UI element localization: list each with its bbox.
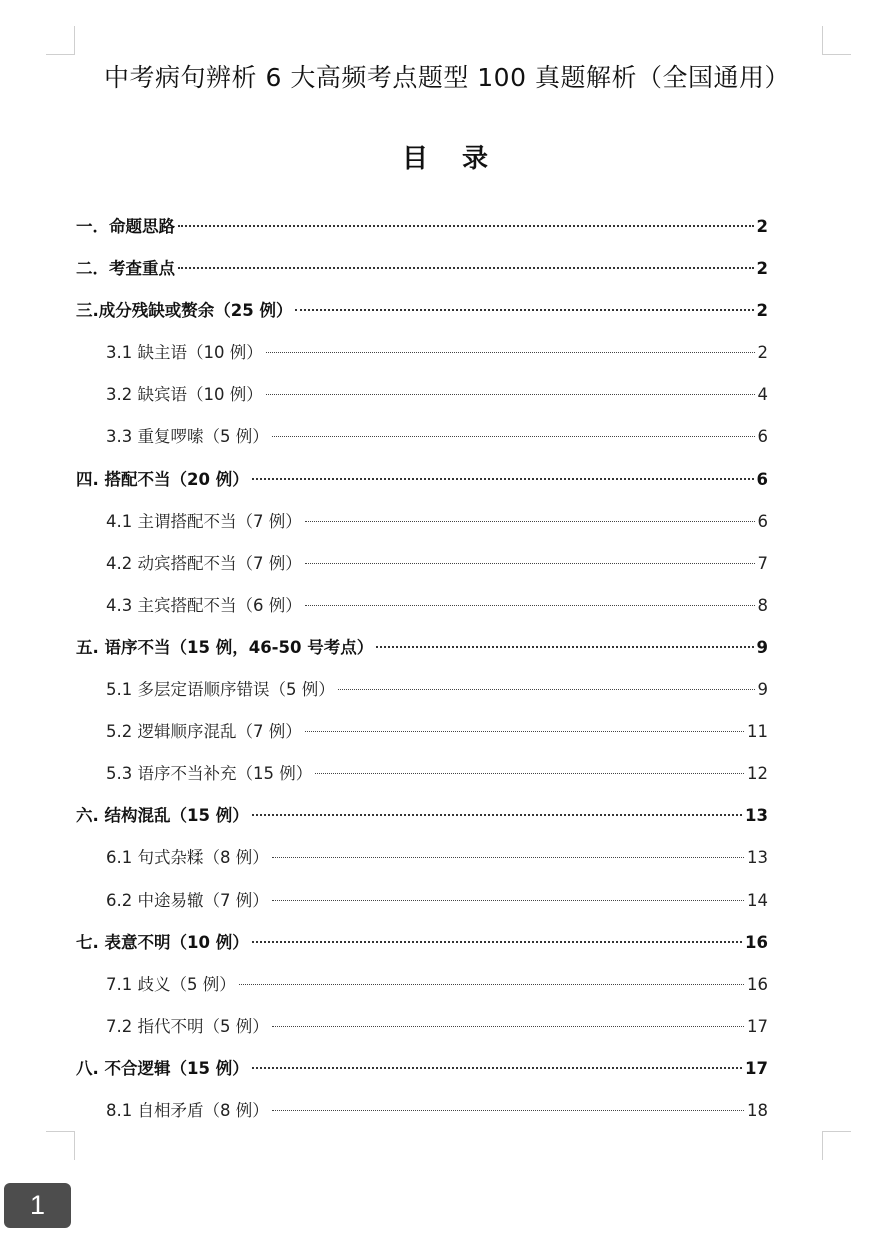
- toc-entry-page: 4: [757, 385, 768, 405]
- toc-entry-page: 2: [756, 217, 768, 236]
- toc-entry-page: 2: [756, 259, 768, 279]
- toc-chapter-entry[interactable]: [76, 1048, 768, 1090]
- toc-entry-page: 6: [757, 511, 768, 531]
- toc-dot-leader: [315, 773, 744, 774]
- toc-dot-leader: [305, 605, 755, 606]
- toc-entry-page: 11: [747, 722, 768, 742]
- toc-entry-label: 七. 表意不明（10 例）: [76, 932, 249, 952]
- toc-chapter-entry[interactable]: [76, 290, 768, 332]
- toc-entry-page: 7: [757, 553, 768, 573]
- toc-entry-label: 四. 搭配不当（20 例）: [76, 469, 249, 489]
- toc-dot-leader: [272, 857, 744, 858]
- toc-entry-label: 3.2 缺宾语（10 例）: [106, 385, 263, 405]
- toc-heading: 目 录: [401, 144, 492, 174]
- toc-entry-label: 7.2 指代不明（5 例）: [106, 1016, 269, 1036]
- toc-dot-leader: [272, 900, 744, 901]
- toc-entry-label: 八. 不合逻辑（15 例）: [76, 1058, 249, 1078]
- toc-dot-leader: [305, 521, 755, 522]
- toc-dot-leader: [272, 436, 755, 437]
- toc-section-entry[interactable]: [76, 711, 768, 753]
- toc-entry-page: 8: [757, 595, 768, 615]
- toc-section-entry[interactable]: [76, 332, 768, 374]
- toc-entry-page: 16: [745, 932, 768, 952]
- toc-entry-page: 13: [747, 848, 768, 868]
- toc-dot-leader: [239, 984, 744, 985]
- toc-dot-leader: [252, 478, 754, 480]
- toc-chapter-entry[interactable]: [76, 206, 768, 248]
- toc-entry-page: 16: [747, 974, 768, 994]
- toc-entry-label: 4.1 主谓搭配不当（7 例）: [106, 511, 302, 531]
- toc-section-entry[interactable]: [76, 753, 768, 795]
- toc-entry-label: 3.3 重复啰嗦（5 例）: [106, 427, 269, 447]
- crop-mark-top-left: [46, 26, 75, 55]
- table-of-contents: [76, 206, 768, 1132]
- toc-entry-label: 6.2 中途易辙（7 例）: [106, 890, 269, 910]
- toc-chapter-entry[interactable]: [76, 922, 768, 964]
- toc-dot-leader: [178, 267, 754, 269]
- toc-entry-page: 17: [747, 1016, 768, 1036]
- toc-dot-leader: [272, 1110, 744, 1111]
- toc-dot-leader: [272, 1026, 744, 1027]
- toc-entry-label: 二．考查重点: [76, 259, 175, 279]
- toc-section-entry[interactable]: [76, 837, 768, 879]
- toc-dot-leader: [252, 1067, 742, 1069]
- toc-section-entry[interactable]: [76, 501, 768, 543]
- toc-entry-label: 5.2 逻辑顺序混乱（7 例）: [106, 722, 302, 742]
- toc-dot-leader: [376, 646, 753, 648]
- toc-dot-leader: [252, 941, 742, 943]
- toc-entry-label: 一．命题思路: [76, 217, 175, 236]
- toc-section-entry[interactable]: [76, 416, 768, 458]
- toc-dot-leader: [305, 731, 744, 732]
- document-title: 中考病句辨析 6 大高频考点题型 100 真题解析（全国通用）: [104, 63, 790, 92]
- toc-entry-page: 9: [756, 637, 768, 657]
- page-number-badge[interactable]: 1: [4, 1183, 71, 1228]
- toc-entry-label: 8.1 自相矛盾（8 例）: [106, 1100, 269, 1120]
- crop-mark-bottom-right: [822, 1131, 851, 1160]
- toc-section-entry[interactable]: [76, 964, 768, 1006]
- toc-entry-page: 6: [757, 427, 768, 447]
- toc-entry-page: 18: [747, 1100, 768, 1120]
- toc-chapter-entry[interactable]: [76, 627, 768, 669]
- toc-dot-leader: [305, 563, 755, 564]
- toc-dot-leader: [266, 394, 755, 395]
- toc-entry-label: 4.2 动宾搭配不当（7 例）: [106, 553, 302, 573]
- toc-entry-page: 12: [747, 764, 768, 784]
- toc-section-entry[interactable]: [76, 880, 768, 922]
- toc-section-entry[interactable]: [76, 1090, 768, 1132]
- toc-section-entry[interactable]: [76, 669, 768, 711]
- toc-entry-page: 2: [756, 301, 768, 321]
- toc-entry-page: 17: [745, 1058, 768, 1078]
- toc-entry-page: 9: [757, 680, 768, 700]
- toc-entry-label: 4.3 主宾搭配不当（6 例）: [106, 595, 302, 615]
- toc-entry-page: 2: [757, 343, 768, 363]
- toc-section-entry[interactable]: [76, 1006, 768, 1048]
- toc-section-entry[interactable]: [76, 543, 768, 585]
- toc-entry-label: 6.1 句式杂糅（8 例）: [106, 848, 269, 868]
- toc-chapter-entry[interactable]: [76, 795, 768, 837]
- toc-dot-leader: [266, 352, 755, 353]
- toc-entry-label: 3.1 缺主语（10 例）: [106, 343, 263, 363]
- toc-entry-page: 13: [745, 806, 768, 826]
- crop-mark-bottom-left: [46, 1131, 75, 1160]
- toc-section-entry[interactable]: [76, 585, 768, 627]
- toc-entry-page: 14: [747, 890, 768, 910]
- toc-dot-leader: [252, 814, 742, 816]
- toc-entry-label: 5.1 多层定语顺序错误（5 例）: [106, 680, 335, 700]
- toc-entry-label: 5.3 语序不当补充（15 例）: [106, 764, 313, 784]
- toc-entry-label: 五. 语序不当（15 例，46-50 号考点）: [76, 637, 374, 657]
- toc-entry-label: 三.成分残缺或赘余（25 例）: [76, 301, 293, 321]
- toc-entry-label: 六. 结构混乱（15 例）: [76, 806, 249, 826]
- toc-dot-leader: [178, 225, 754, 227]
- toc-section-entry[interactable]: [76, 374, 768, 416]
- toc-entry-label: 7.1 歧义（5 例）: [106, 974, 236, 994]
- toc-chapter-entry[interactable]: [76, 459, 768, 501]
- crop-mark-top-right: [822, 26, 851, 55]
- toc-chapter-entry[interactable]: [76, 248, 768, 290]
- toc-entry-page: 6: [756, 469, 768, 489]
- toc-dot-leader: [338, 689, 755, 690]
- toc-dot-leader: [295, 309, 753, 311]
